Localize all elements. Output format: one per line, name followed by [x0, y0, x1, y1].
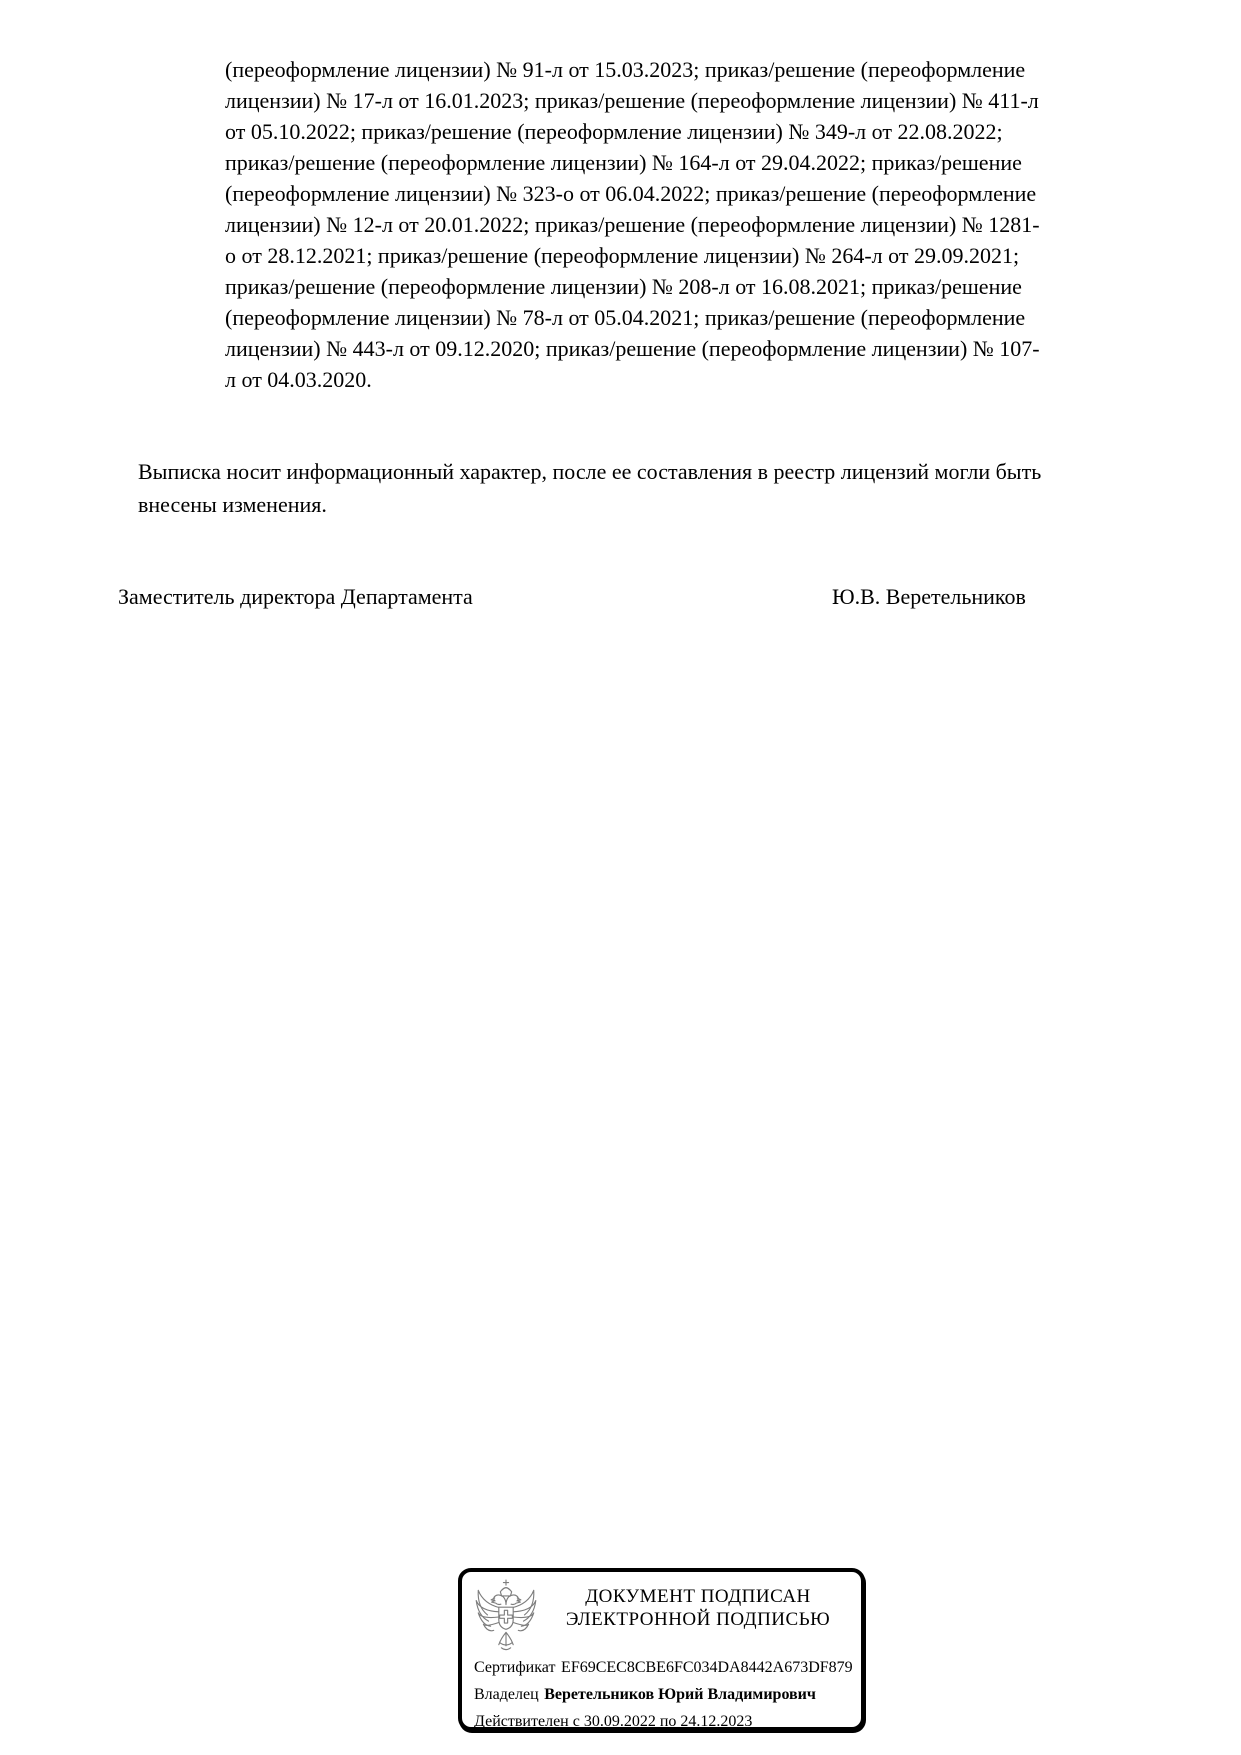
body-line: от 05.10.2022; приказ/решение (переоформление лицензии) № 349-л от 22.08.2022; — [225, 119, 1003, 144]
note-line: Выписка носит информационный характер, после ее составления в реестр лицензий могли быть — [138, 459, 1042, 484]
electronic-signature-stamp — [458, 1568, 865, 1731]
body-line: лицензии) № 17-л от 16.01.2023; приказ/решение (переоформление лицензии) № 411-л — [225, 88, 1039, 113]
certificate-value: EF69CEC8CBE6FC034DA8442A673DF879 — [561, 1659, 853, 1676]
certificate-label: Сертификат — [474, 1659, 556, 1676]
signer-name: Ю.В. Веретельников — [832, 584, 1026, 609]
body-line: лицензии) № 12-л от 20.01.2022; приказ/решение (переоформление лицензии) № 1281- — [225, 212, 1040, 237]
body-line: л от 04.03.2020. — [225, 367, 372, 392]
owner-name: Веретельников Юрий Владимирович — [544, 1686, 816, 1703]
stamp-certificate-info — [474, 1654, 853, 1735]
body-line: (переоформление лицензии) № 91-л от 15.03.2023; приказ/решение (переоформление — [225, 57, 1026, 82]
license-orders-paragraph — [225, 54, 1040, 395]
owner-label: Владелец — [474, 1686, 539, 1703]
body-line: приказ/решение (переоформление лицензии) № 208-л от 16.08.2021; приказ/решение — [225, 274, 1022, 299]
roszdravnadzor-eagle-emblem-icon — [475, 1579, 537, 1655]
body-line: о от 28.12.2021; приказ/решение (переоформление лицензии) № 264-л от 29.09.2021; — [225, 243, 1020, 268]
signer-position-label: Заместитель директора Департамента — [118, 584, 473, 609]
stamp-title-line2: ЭЛЕКТРОННОЙ ПОДПИСЬЮ — [565, 1609, 831, 1630]
body-line: (переоформление лицензии) № 323-о от 06.04.2022; приказ/решение (переоформление — [225, 181, 1037, 206]
stamp-title-line1: ДОКУМЕНТ ПОДПИСАН — [585, 1586, 811, 1607]
stamp-title — [538, 1585, 858, 1631]
owner-line — [474, 1681, 853, 1708]
body-line: лицензии) № 443-л от 09.12.2020; приказ/решение (переоформление лицензии) № 107- — [225, 336, 1040, 361]
body-line: приказ/решение (переоформление лицензии) № 164-л от 29.04.2022; приказ/решение — [225, 150, 1022, 175]
note-line: внесены изменения. — [138, 492, 327, 517]
informational-note-paragraph — [138, 455, 1041, 521]
certificate-line — [474, 1654, 853, 1681]
body-line: (переоформление лицензии) № 78-л от 05.04.2021; приказ/решение (переоформление — [225, 305, 1026, 330]
validity-line: Действителен с 30.09.2022 по 24.12.2023 — [474, 1713, 753, 1730]
